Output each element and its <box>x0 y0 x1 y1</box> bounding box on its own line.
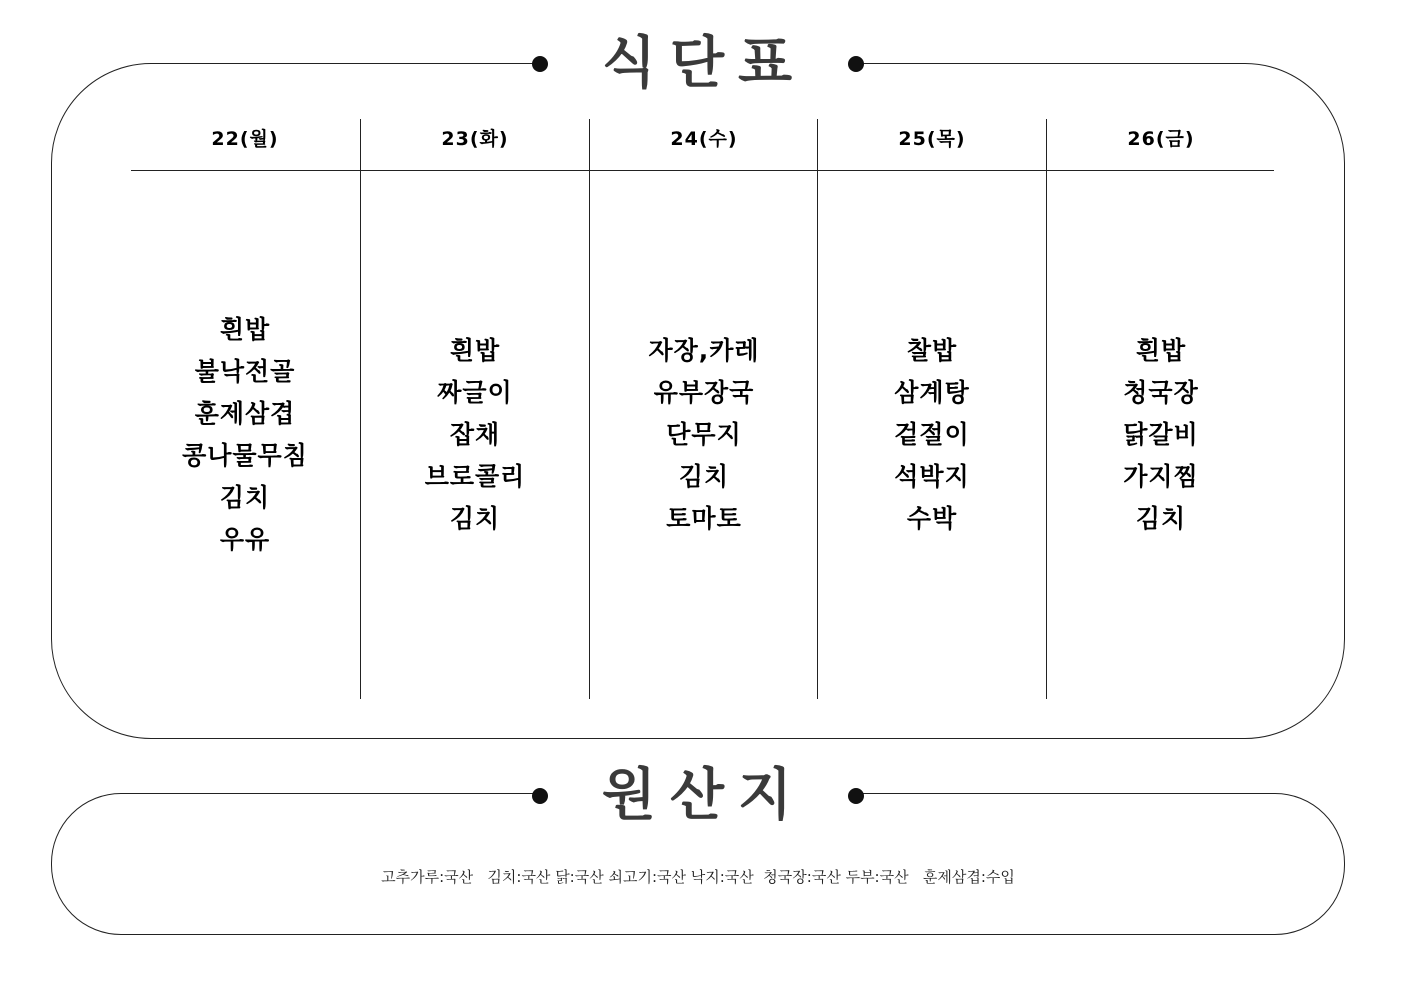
menu-items-list <box>131 171 359 699</box>
menu-items-list <box>818 171 1046 699</box>
menu-item: 찰밥 <box>906 336 958 365</box>
menu-item: 겉절이 <box>894 420 970 449</box>
day-header: 24(수) <box>670 128 738 150</box>
day-column-tue <box>360 119 589 699</box>
menu-item: 삼계탕 <box>894 378 970 407</box>
day-column-thu <box>817 119 1046 699</box>
day-header: 26(금) <box>1127 128 1195 150</box>
origin-title-group <box>545 762 851 830</box>
menu-item: 청국장 <box>1123 378 1199 407</box>
menu-table <box>131 119 1274 699</box>
menu-item: 김치 <box>678 462 730 491</box>
menu-item: 김치 <box>1135 504 1187 533</box>
menu-item: 콩나물무침 <box>182 441 308 470</box>
menu-item: 김치 <box>219 483 271 512</box>
menu-item: 잡채 <box>449 420 501 449</box>
left-dot-icon <box>532 56 548 72</box>
day-column-fri <box>1046 119 1275 699</box>
menu-item: 김치 <box>449 504 501 533</box>
menu-items-list <box>590 171 818 699</box>
menu-item: 가지찜 <box>1123 462 1199 491</box>
day-header: 22(월) <box>211 128 279 150</box>
menu-item: 브로콜리 <box>424 462 526 491</box>
menu-item: 우유 <box>219 525 271 554</box>
day-header: 23(화) <box>441 128 509 150</box>
menu-title-group <box>545 30 851 98</box>
day-column-wed <box>589 119 818 699</box>
menu-title: 식단표 <box>601 31 807 96</box>
menu-items-list <box>361 171 589 699</box>
menu-items-list <box>1047 171 1275 699</box>
origin-title: 원산지 <box>601 763 807 828</box>
menu-item: 흰밥 <box>219 315 271 344</box>
menu-item: 흰밥 <box>1135 336 1187 365</box>
menu-item: 수박 <box>906 504 958 533</box>
menu-item: 닭갈비 <box>1123 420 1199 449</box>
menu-item: 불낙전골 <box>194 357 296 386</box>
menu-item: 짜글이 <box>437 378 513 407</box>
day-header: 25(목) <box>898 128 966 150</box>
menu-item: 단무지 <box>666 420 742 449</box>
left-dot-icon <box>532 788 548 804</box>
menu-item: 토마토 <box>666 504 742 533</box>
origin-info-text: 고추가루:국산 김치:국산 닭:국산 쇠고기:국산 낙지:국산 청국장:국산 두부:국산 훈제삼겹:수입 <box>381 868 1015 886</box>
menu-item: 유부장국 <box>653 378 755 407</box>
menu-item: 훈제삼겹 <box>194 399 296 428</box>
menu-item: 자장,카레 <box>648 336 760 365</box>
menu-item: 석박지 <box>894 462 970 491</box>
day-column-mon <box>131 119 359 699</box>
menu-item: 흰밥 <box>449 336 501 365</box>
